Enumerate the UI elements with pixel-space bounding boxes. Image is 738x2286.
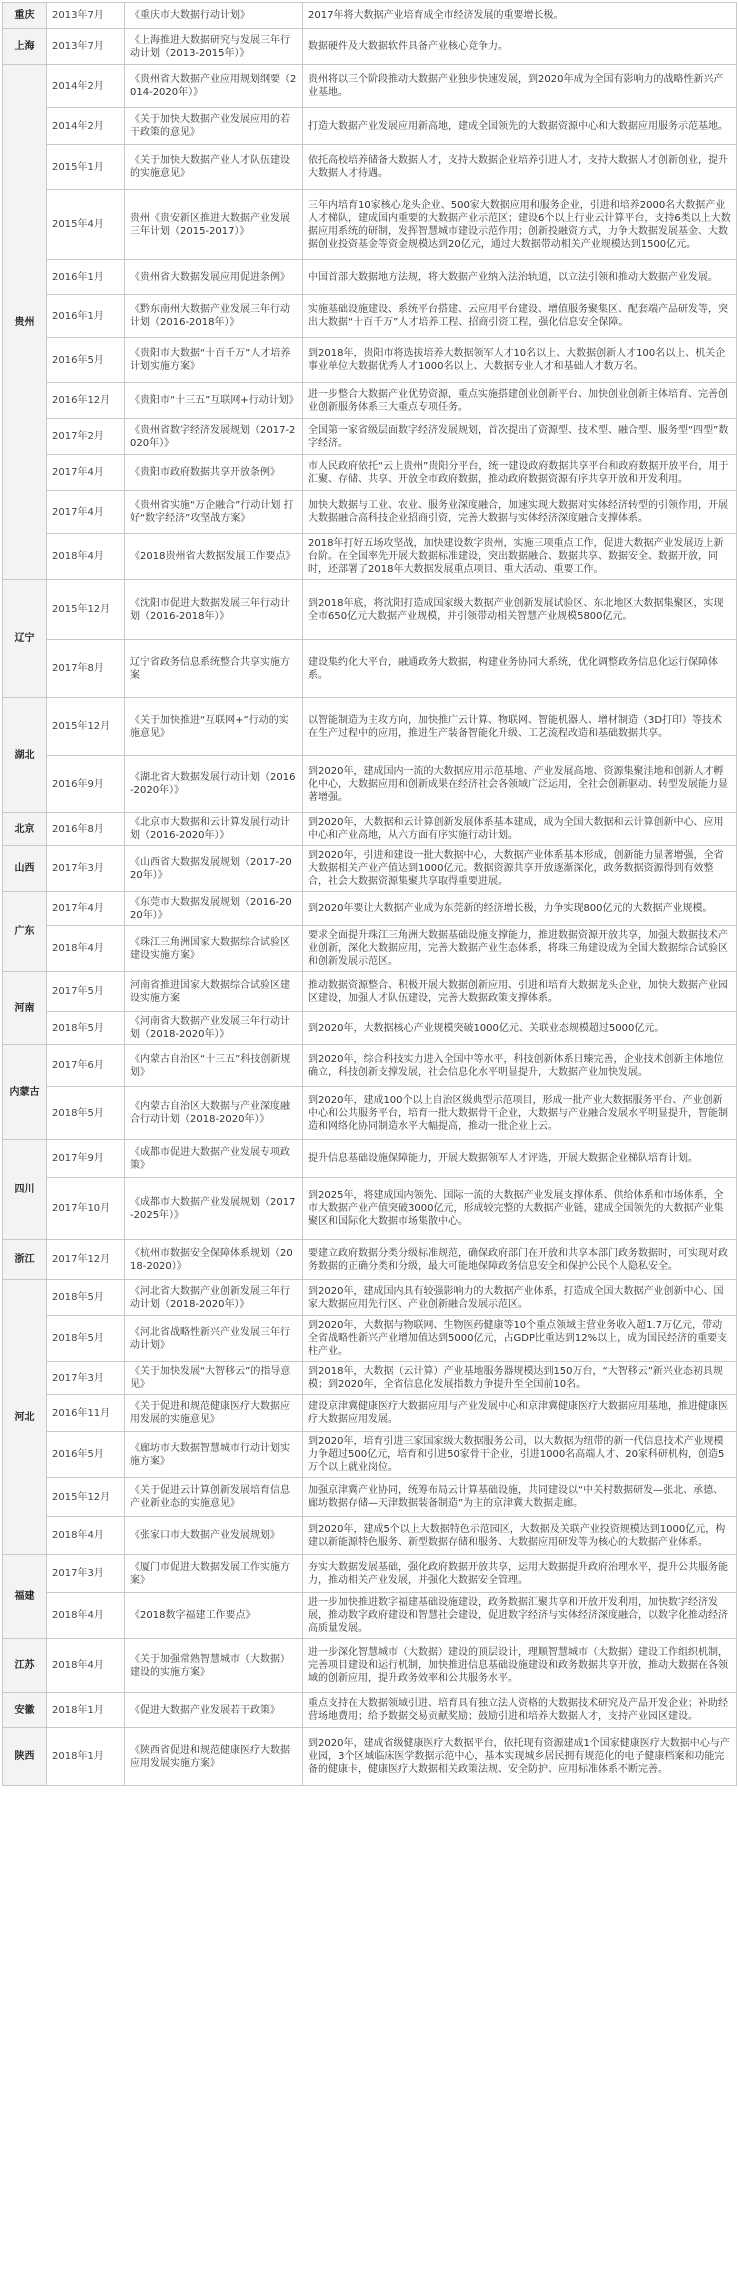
document-name-cell: 《贵州省实施“万企融合”行动计划 打好“数字经济”攻坚战方案》: [125, 491, 303, 534]
description-cell: 到2020年，引进和建设一批大数据中心，大数据产业体系基本形成，创新能力显著增强，全省大数据相关产业产值达到1000亿元。数据资源共享开放逐渐深化，政务数据资源得到有效整合，社会大数据资源集聚共享取得重要进展。: [303, 846, 737, 892]
province-cell: 河南: [3, 972, 47, 1045]
province-cell: 辽宁: [3, 580, 47, 698]
description-cell: 到2020年要让大数据产业成为东莞新的经济增长极，力争实现800亿元的大数据产业规模。: [303, 892, 737, 926]
table-row: [3, 1178, 737, 1240]
date-cell: 2017年3月: [47, 1362, 125, 1395]
document-name-cell: 辽宁省政务信息系统整合共享实施方案: [125, 640, 303, 698]
document-name-cell: 《湖北省大数据发展行动计划（2016-2020年）》: [125, 756, 303, 813]
table-row: [3, 491, 737, 534]
description-cell: 到2020年，综合科技实力进入全国中等水平，科技创新体系日臻完善，企业技术创新主体地位确立，科技创新支撑发展，社会信息化水平明显提升，大数据产业加快发展。: [303, 1045, 737, 1087]
document-name-cell: 《杭州市数据安全保障体系规划（2018-2020）》: [125, 1240, 303, 1280]
document-name-cell: 《陕西省促进和规范健康医疗大数据应用发展实施方案》: [125, 1728, 303, 1786]
table-row: [3, 1693, 737, 1728]
province-cell: 北京: [3, 813, 47, 846]
description-cell: 中国首部大数据地方法规，将大数据产业纳入法治轨道，以立法引领和推动大数据产业发展。: [303, 260, 737, 295]
date-cell: 2018年4月: [47, 926, 125, 972]
date-cell: 2015年12月: [47, 580, 125, 640]
province-cell: 陕西: [3, 1728, 47, 1786]
description-cell: 打造大数据产业发展应用新高地，建成全国领先的大数据资源中心和大数据应用服务示范基地。: [303, 108, 737, 145]
table-row: [3, 813, 737, 846]
description-cell: 进一步整合大数据产业优势资源，重点实施搭建创业创新平台、加快创业创新主体培育、完善创业创新服务体系三大重点专项任务。: [303, 383, 737, 419]
document-name-cell: 《内蒙古自治区“十三五”科技创新规划》: [125, 1045, 303, 1087]
table-row: [3, 65, 737, 108]
table-row: [3, 1478, 737, 1517]
date-cell: 2018年1月: [47, 1693, 125, 1728]
table-row: [3, 1280, 737, 1316]
date-cell: 2016年1月: [47, 295, 125, 338]
description-cell: 三年内培育10家核心龙头企业、500家大数据应用和服务企业，引进和培养2000名大数据产业人才梯队，建成国内重要的大数据产业示范区；建设6个以上行业云计算平台，支持6类以上大数据应用系统的研制，发挥智慧城市建设示范作用；创新投融资方式，力争大数据发展基金、大数据创业投资基金等资金规模达到20亿元，通过大数据带动相关产业规模达到1500亿元。: [303, 190, 737, 260]
province-cell: 江苏: [3, 1639, 47, 1693]
date-cell: 2018年4月: [47, 1517, 125, 1555]
date-cell: 2017年12月: [47, 1240, 125, 1280]
table-row: [3, 846, 737, 892]
table-row: [3, 698, 737, 756]
province-cell: 重庆: [3, 3, 47, 29]
table-row: [3, 1362, 737, 1395]
date-cell: 2016年12月: [47, 383, 125, 419]
document-name-cell: 《上海推进大数据研究与发展三年行动计划（2013-2015年）》: [125, 29, 303, 65]
description-cell: 到2020年，建成省级健康医疗大数据平台，依托现有资源建成1个国家健康医疗大数据中心与产业园，3个区域临床医学数据示范中心，基本实现城乡居民拥有规范化的电子健康档案和功能完备的健康卡，健康医疗大数据相关政策法规、安全防护、应用标准体系不断完善。: [303, 1728, 737, 1786]
document-name-cell: 《贵阳市“十三五”互联网+行动计划》: [125, 383, 303, 419]
document-name-cell: 《贵阳市政府数据共享开放条例》: [125, 455, 303, 491]
date-cell: 2017年2月: [47, 419, 125, 455]
date-cell: 2017年3月: [47, 846, 125, 892]
document-name-cell: 《关于加强常熟智慧城市（大数据）建设的实施方案》: [125, 1639, 303, 1693]
policy-table: [2, 2, 737, 1786]
table-row: [3, 1395, 737, 1432]
document-name-cell: 《关于加快大数据产业发展应用的若干政策的意见》: [125, 108, 303, 145]
province-cell: 内蒙古: [3, 1045, 47, 1140]
document-name-cell: 《贵州省数字经济发展规划（2017-2020年）》: [125, 419, 303, 455]
table-row: [3, 580, 737, 640]
description-cell: 到2020年，建成5个以上大数据特色示范园区，大数据及关联产业投资规模达到1000亿元，构建以新能源特色服务、新型数据存储和服务、大数据应用研发等为核心的大数据产业体系。: [303, 1517, 737, 1555]
province-cell: 湖北: [3, 698, 47, 813]
table-row: [3, 1432, 737, 1478]
table-row: [3, 383, 737, 419]
table-row: [3, 1555, 737, 1593]
table-row: [3, 145, 737, 190]
date-cell: 2016年9月: [47, 756, 125, 813]
table-row: [3, 640, 737, 698]
table-row: [3, 926, 737, 972]
description-cell: 到2020年，大数据与物联网、生物医药健康等10个重点领域主营业务收入超1.7万亿元，带动全省战略性新兴产业增加值达到5000亿元，占GDP比重达到12%以上，成为国民经济的重要支柱产业。: [303, 1316, 737, 1362]
date-cell: 2017年3月: [47, 1555, 125, 1593]
document-name-cell: 《2018贵州省大数据发展工作要点》: [125, 534, 303, 580]
province-cell: 福建: [3, 1555, 47, 1639]
table-row: [3, 108, 737, 145]
table-row: [3, 1140, 737, 1178]
date-cell: 2013年7月: [47, 29, 125, 65]
document-name-cell: 贵州《贵安新区推进大数据产业发展三年计划（2015-2017）》: [125, 190, 303, 260]
date-cell: 2016年8月: [47, 813, 125, 846]
description-cell: 实施基础设施建设、系统平台搭建、云应用平台建设、增值服务聚集区、配套端产品研发等，突出大数据“十百千万”人才培养工程、招商引资工程，强化信息安全保障。: [303, 295, 737, 338]
date-cell: 2015年12月: [47, 698, 125, 756]
document-name-cell: 河南省推进国家大数据综合试验区建设实施方案: [125, 972, 303, 1012]
description-cell: 贵州将以三个阶段推动大数据产业独步快速发展，到2020年成为全国有影响力的战略性新兴产业基地。: [303, 65, 737, 108]
table-row: [3, 1639, 737, 1693]
document-name-cell: 《贵州省大数据发展应用促进条例》: [125, 260, 303, 295]
table-row: [3, 260, 737, 295]
date-cell: 2018年4月: [47, 534, 125, 580]
date-cell: 2017年6月: [47, 1045, 125, 1087]
date-cell: 2016年5月: [47, 1432, 125, 1478]
table-row: [3, 455, 737, 491]
description-cell: 进一步加快推进数字福建基础设施建设，政务数据汇聚共享和开放开发利用，加快数字经济发展，推动数字政府建设和智慧社会建设，促进数字经济与实体经济深度融合，以数字化推动经济高质量发展。: [303, 1593, 737, 1639]
document-name-cell: 《廊坊市大数据智慧城市行动计划实施方案》: [125, 1432, 303, 1478]
description-cell: 以智能制造为主攻方向，加快推广云计算、物联网、智能机器人、增材制造（3D打印）等技术在生产过程中的应用，推进生产装备智能化升级、工艺流程改造和基础数据共享。: [303, 698, 737, 756]
province-cell: 山西: [3, 846, 47, 892]
document-name-cell: 《关于促进云计算创新发展培育信息产业新业态的实施意见》: [125, 1478, 303, 1517]
document-name-cell: 《河南省大数据产业发展三年行动计划（2018-2020年）》: [125, 1012, 303, 1045]
description-cell: 进一步深化智慧城市（大数据）建设的顶层设计，理顺智慧城市（大数据）建设工作组织机制，完善项目建设和运行机制，加快推进信息基础设施建设和政务数据共享开放，推动大数据在各领域的创新应用，提升政务效率和公共服务水平。: [303, 1639, 737, 1693]
description-cell: 到2018年，大数据（云计算）产业基地服务器规模达到150万台，“大智移云”新兴业态初具规模；到2020年，全省信息化发展指数力争提升至全国前10名。: [303, 1362, 737, 1395]
date-cell: 2018年5月: [47, 1012, 125, 1045]
document-name-cell: 《成都市大数据产业发展规划（2017-2025年）》: [125, 1178, 303, 1240]
description-cell: 到2018年底，将沈阳打造成国家级大数据产业创新发展试验区、东北地区大数据集聚区，实现全市650亿元大数据产业规模，并引领带动相关智慧产业规模5800亿元。: [303, 580, 737, 640]
date-cell: 2016年1月: [47, 260, 125, 295]
table-row: [3, 190, 737, 260]
date-cell: 2018年5月: [47, 1087, 125, 1140]
table-row: [3, 1045, 737, 1087]
description-cell: 到2020年，建成100个以上自治区级典型示范项目，形成一批产业大数据服务平台、产业创新中心和公共服务平台，培育一批大数据骨干企业，大数据与产业融合发展水平明显提升，智能制造和网络化协同制造水平大幅提高，推动一批企业上云。: [303, 1087, 737, 1140]
description-cell: 数据硬件及大数据软件具备产业核心竞争力。: [303, 29, 737, 65]
document-name-cell: 《珠江三角洲国家大数据综合试验区建设实施方案》: [125, 926, 303, 972]
province-cell: 上海: [3, 29, 47, 65]
province-cell: 广东: [3, 892, 47, 972]
document-name-cell: 《张家口市大数据产业发展规划》: [125, 1517, 303, 1555]
description-cell: 到2020年，建成国内具有较强影响力的大数据产业体系，打造成全国大数据产业创新中心、国家大数据应用先行区、产业创新融合发展示范区。: [303, 1280, 737, 1316]
description-cell: 提升信息基础设施保障能力，开展大数据领军人才评选，开展大数据企业梯队培育计划。: [303, 1140, 737, 1178]
date-cell: 2017年4月: [47, 491, 125, 534]
province-cell: 浙江: [3, 1240, 47, 1280]
description-cell: 2018年打好五场攻坚战，加快建设数字贵州，实施三项重点工作，促进大数据产业发展迈上新台阶。在全国率先开展大数据标准建设，突出数据融合、数据共享、数据安全、数据开放，同时，还部署了2018年大数据发展重点项目、重大活动、重要工作。: [303, 534, 737, 580]
document-name-cell: 《促进大数据产业发展若干政策》: [125, 1693, 303, 1728]
date-cell: 2014年2月: [47, 65, 125, 108]
province-cell: 安徽: [3, 1693, 47, 1728]
table-row: [3, 1728, 737, 1786]
document-name-cell: 《贵州省大数据产业应用规划纲要（2014-2020年）》: [125, 65, 303, 108]
date-cell: 2017年10月: [47, 1178, 125, 1240]
document-name-cell: 《沈阳市促进大数据发展三年行动计划（2016-2018年）》: [125, 580, 303, 640]
document-name-cell: 《关于促进和规范健康医疗大数据应用发展的实施意见》: [125, 1395, 303, 1432]
description-cell: 建设集约化大平台，融通政务大数据，构建业务协同大系统，优化调整政务信息化运行保障体系。: [303, 640, 737, 698]
date-cell: 2018年1月: [47, 1728, 125, 1786]
date-cell: 2017年4月: [47, 892, 125, 926]
document-name-cell: 《贵阳市大数据“十百千万”人才培养计划实施方案》: [125, 338, 303, 383]
document-name-cell: 《河北省战略性新兴产业发展三年行动计划》: [125, 1316, 303, 1362]
table-row: [3, 338, 737, 383]
description-cell: 重点支持在大数据领域引进、培育具有独立法人资格的大数据技术研究及产品开发企业；补助经营场地费用；给予数据交易贡献奖励；鼓励引进和培养大数据人才，支持产业园区建设。: [303, 1693, 737, 1728]
description-cell: 要建立政府数据分类分级标准规范，确保政府部门在开放和共享本部门政务数据时，可实现对政务数据的正确分类和分级，最大可能地保障政务信息安全和保护公民个人隐私安全。: [303, 1240, 737, 1280]
table-row: [3, 3, 737, 29]
document-name-cell: 《关于加快大数据产业人才队伍建设的实施意见》: [125, 145, 303, 190]
description-cell: 夯实大数据发展基础，强化政府数据开放共享，运用大数据提升政府治理水平，提升公共服务能力，推动相关产业发展，并强化大数据安全管理。: [303, 1555, 737, 1593]
table-row: [3, 1316, 737, 1362]
description-cell: 到2025年，将建成国内领先、国际一流的大数据产业发展支撑体系、供给体系和市场体系，全市大数据产业产值突破3000亿元，形成较完整的大数据产业链，建成全国领先的大数据产业集聚区和国际化大数据市场集散中心。: [303, 1178, 737, 1240]
document-name-cell: 《北京市大数据和云计算发展行动计划（2016-2020年）》: [125, 813, 303, 846]
document-name-cell: 《2018数字福建工作要点》: [125, 1593, 303, 1639]
description-cell: 加快大数据与工业、农业、服务业深度融合，加速实现大数据对实体经济转型的引领作用，开展大数据融合高科技企业招商引资，完善大数据与实体经济深度融合支撑体系。: [303, 491, 737, 534]
description-cell: 要求全面提升珠江三角洲大数据基础设施支撑能力，推进数据资源开放共享，加强大数据技术产业创新，深化大数据应用，完善大数据产业生态体系，将珠三角建设成为全国大数据综合试验区和创新发展示范区。: [303, 926, 737, 972]
date-cell: 2017年8月: [47, 640, 125, 698]
date-cell: 2018年4月: [47, 1639, 125, 1693]
description-cell: 全国第一家省级层面数字经济发展规划，首次提出了资源型、技术型、融合型、服务型“四型”数字经济。: [303, 419, 737, 455]
table-row: [3, 295, 737, 338]
date-cell: 2013年7月: [47, 3, 125, 29]
document-name-cell: 《东莞市大数据发展规划（2016-2020年）》: [125, 892, 303, 926]
date-cell: 2015年1月: [47, 145, 125, 190]
table-row: [3, 1593, 737, 1639]
date-cell: 2018年4月: [47, 1593, 125, 1639]
table-row: [3, 1517, 737, 1555]
description-cell: 建设京津冀健康医疗大数据应用与产业发展中心和京津冀健康医疗大数据应用基地，推进健康医疗大数据应用发展。: [303, 1395, 737, 1432]
description-cell: 到2020年，建成国内一流的大数据应用示范基地、产业发展高地、资源集聚洼地和创新人才孵化中心，大数据应用和创新成果在经济社会各领域广泛运用，全社会创新驱动、转型发展能力显著增强。: [303, 756, 737, 813]
description-cell: 到2020年，大数据和云计算创新发展体系基本建成，成为全国大数据和云计算创新中心、应用中心和产业高地，从六方面有序实施行动计划。: [303, 813, 737, 846]
table-row: [3, 29, 737, 65]
table-row: [3, 756, 737, 813]
date-cell: 2018年5月: [47, 1280, 125, 1316]
document-name-cell: 《黔东南州大数据产业发展三年行动计划（2016-2018年）》: [125, 295, 303, 338]
policy-table-body: [3, 3, 737, 1786]
table-row: [3, 534, 737, 580]
table-row: [3, 419, 737, 455]
table-row: [3, 1012, 737, 1045]
document-name-cell: 《关于加快推进“互联网+”行动的实施意见》: [125, 698, 303, 756]
date-cell: 2018年5月: [47, 1316, 125, 1362]
document-name-cell: 《河北省大数据产业创新发展三年行动计划（2018-2020年）》: [125, 1280, 303, 1316]
description-cell: 加强京津冀产业协同，统筹布局云计算基础设施，共同建设以“中关村数据研发—张北、承德、廊坊数据存储—天津数据装备制造”为主的京津冀大数据走廊。: [303, 1478, 737, 1517]
description-cell: 到2018年，贵阳市将选拔培养大数据领军人才10名以上、大数据创新人才100名以上、机关企事业单位大数据优秀人才1000名以上、大数据专业人才和基础人才数万名。: [303, 338, 737, 383]
date-cell: 2017年5月: [47, 972, 125, 1012]
description-cell: 依托高校培养储备大数据人才，支持大数据企业培养引进人才，支持大数据人才创新创业，提升大数据人才待遇。: [303, 145, 737, 190]
document-name-cell: 《关于加快发展“大智移云”的指导意见》: [125, 1362, 303, 1395]
description-cell: 到2020年，培育引进三家国家级大数据服务公司，以大数据为纽带的新一代信息技术产业规模力争超过500亿元，培育和引进50家骨干企业，引进1000名高端人才、20家科研机构，创造5万个以上就业岗位。: [303, 1432, 737, 1478]
date-cell: 2014年2月: [47, 108, 125, 145]
date-cell: 2015年12月: [47, 1478, 125, 1517]
document-name-cell: 《山西省大数据发展规划（2017-2020年）》: [125, 846, 303, 892]
document-name-cell: 《厦门市促进大数据发展工作实施方案》: [125, 1555, 303, 1593]
description-cell: 到2020年，大数据核心产业规模突破1000亿元、关联业态规模超过5000亿元。: [303, 1012, 737, 1045]
document-name-cell: 《重庆市大数据行动计划》: [125, 3, 303, 29]
document-name-cell: 《成都市促进大数据产业发展专项政策》: [125, 1140, 303, 1178]
date-cell: 2017年9月: [47, 1140, 125, 1178]
date-cell: 2017年4月: [47, 455, 125, 491]
description-cell: 推动数据资源整合、积极开展大数据创新应用、引进和培育大数据龙头企业，加快大数据产业园区建设，加强人才队伍建设，完善大数据政策支撑体系。: [303, 972, 737, 1012]
date-cell: 2016年11月: [47, 1395, 125, 1432]
date-cell: 2015年4月: [47, 190, 125, 260]
date-cell: 2016年5月: [47, 338, 125, 383]
province-cell: 四川: [3, 1140, 47, 1240]
description-cell: 市人民政府依托“云上贵州”贵阳分平台，统一建设政府数据共享平台和政府数据开放平台，用于汇聚、存储、共享、开放全市政府数据，推动政府数据资源有序共享开放和开发利用。: [303, 455, 737, 491]
description-cell: 2017年将大数据产业培育成全市经济发展的重要增长极。: [303, 3, 737, 29]
province-cell: 河北: [3, 1280, 47, 1555]
province-cell: 贵州: [3, 65, 47, 580]
table-row: [3, 1240, 737, 1280]
table-row: [3, 972, 737, 1012]
table-row: [3, 1087, 737, 1140]
document-name-cell: 《内蒙古自治区大数据与产业深度融合行动计划（2018-2020年）》: [125, 1087, 303, 1140]
table-row: [3, 892, 737, 926]
